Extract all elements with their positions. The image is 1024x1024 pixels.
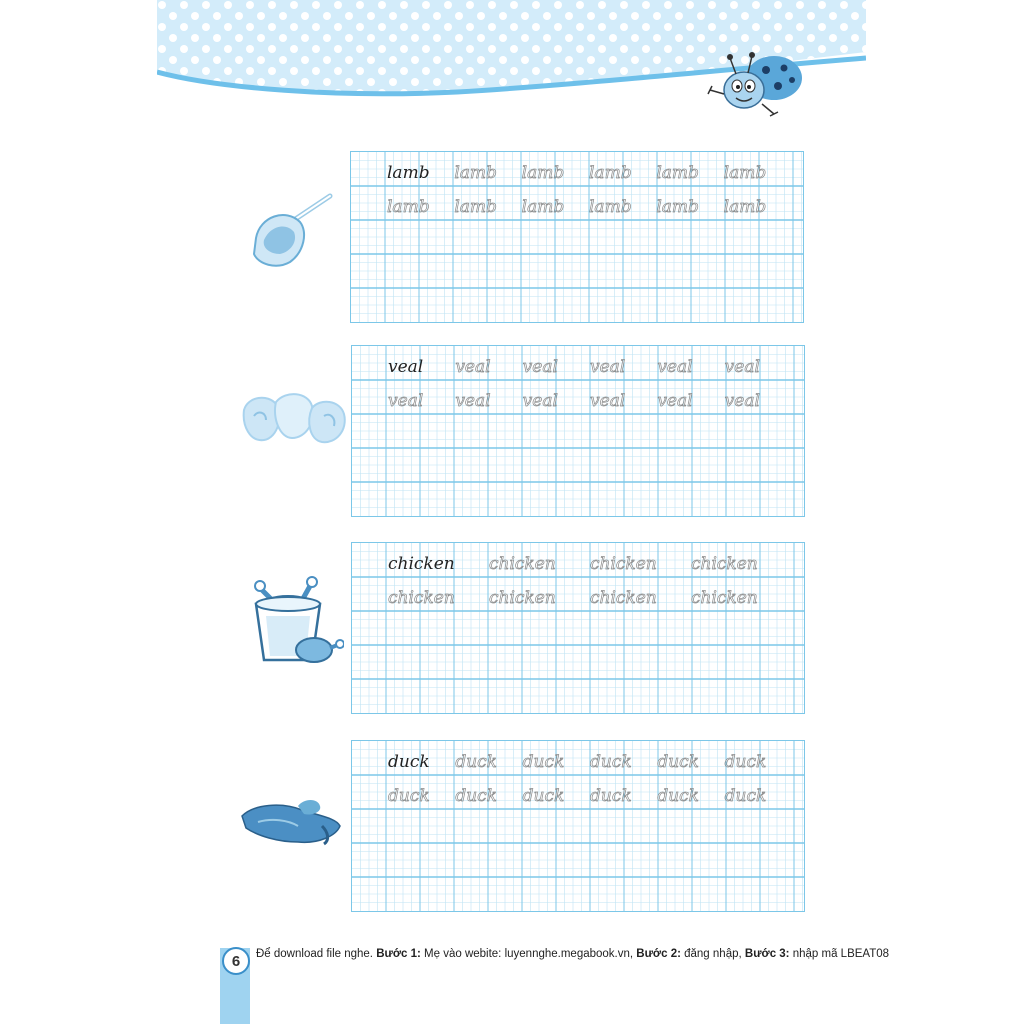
trace-word: duck — [455, 752, 497, 772]
trace-word: lamb — [656, 163, 699, 183]
trace-word: lamb — [723, 197, 767, 217]
lamb-chop-icon — [246, 190, 338, 272]
grid-lines — [352, 543, 804, 713]
trace-word: veal — [455, 357, 491, 377]
trace-word: duck — [657, 786, 699, 806]
model-word: duck — [388, 752, 430, 772]
trace-word: lamb — [454, 163, 497, 183]
trace-word: chicken — [590, 554, 657, 574]
trace-word: chicken — [388, 588, 455, 608]
trace-word: lamb — [589, 197, 632, 217]
trace-word: duck — [590, 752, 632, 772]
trace-word: veal — [657, 391, 693, 411]
page-number: 6 — [222, 947, 250, 975]
trace-word: duck — [724, 786, 767, 806]
step2-text: đăng nhập, — [684, 948, 742, 960]
writing-grid[interactable] — [351, 740, 805, 912]
grid-lines — [352, 346, 804, 516]
step2-label: Bước 2: — [636, 948, 681, 960]
step1-text: Mẹ vào webite: luyennghe.megabook.vn, — [424, 948, 634, 960]
trace-word: veal — [590, 391, 626, 411]
trace-word: duck — [657, 752, 699, 772]
trace-word: veal — [388, 391, 424, 411]
trace-word: duck — [522, 786, 565, 806]
trace-word: veal — [590, 357, 626, 377]
step1-label: Bước 1: — [376, 948, 421, 960]
trace-word: lamb — [521, 163, 565, 183]
step3-label: Bước 3: — [744, 948, 790, 960]
trace-word: veal — [724, 357, 760, 377]
download-instructions — [256, 948, 889, 960]
step3-text: nhập mã LBEAT08 — [792, 948, 890, 960]
trace-word: veal — [657, 357, 693, 377]
trace-word: lamb — [454, 197, 497, 217]
trace-word: duck — [522, 752, 565, 772]
trace-word: chicken — [489, 588, 556, 608]
writing-grid[interactable] — [350, 151, 804, 323]
model-word: lamb — [387, 163, 430, 183]
ladybug-mascot-icon — [704, 48, 812, 120]
trace-word: veal — [522, 391, 558, 411]
trace-word: veal — [522, 357, 558, 377]
trace-word: veal — [724, 391, 760, 411]
trace-word: chicken — [691, 588, 758, 608]
trace-word: lamb — [387, 197, 430, 217]
model-word: veal — [388, 357, 424, 377]
trace-word: chicken — [691, 554, 758, 574]
grid-lines — [351, 152, 803, 322]
chicken-bucket-icon — [248, 572, 344, 668]
trace-word: lamb — [521, 197, 565, 217]
roast-duck-icon — [238, 796, 342, 848]
trace-word: duck — [724, 752, 767, 772]
trace-word: chicken — [590, 588, 657, 608]
instructions-intro: Để download file nghe. — [256, 948, 373, 960]
grid-lines — [352, 741, 804, 911]
model-word: chicken — [388, 554, 455, 574]
trace-word: veal — [455, 391, 491, 411]
trace-word: duck — [590, 786, 632, 806]
trace-word: duck — [455, 786, 497, 806]
veal-pieces-icon — [240, 388, 348, 450]
footer — [220, 940, 890, 1024]
writing-grid[interactable] — [351, 542, 805, 714]
trace-word: lamb — [656, 197, 699, 217]
writing-grid[interactable] — [351, 345, 805, 517]
trace-word: lamb — [589, 163, 632, 183]
trace-word: duck — [388, 786, 430, 806]
trace-word: lamb — [723, 163, 767, 183]
trace-word: chicken — [489, 554, 556, 574]
